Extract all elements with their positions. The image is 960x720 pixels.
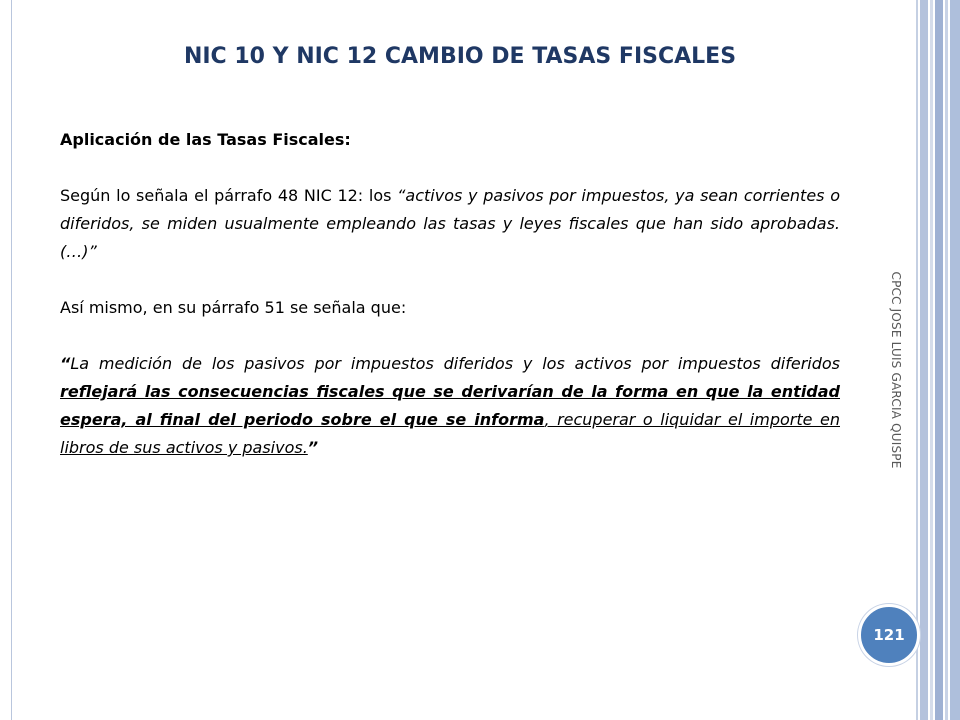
section-heading: Aplicación de las Tasas Fiscales: bbox=[60, 130, 351, 149]
paragraph-nic12-51-quote bbox=[60, 350, 840, 462]
close-quote: ” bbox=[307, 438, 319, 457]
page-number-badge: 121 bbox=[858, 604, 920, 666]
left-border-line bbox=[11, 0, 12, 720]
slide-title: NIC 10 Y NIC 12 CAMBIO DE TASAS FISCALES bbox=[183, 44, 737, 69]
right-decorative-band bbox=[950, 0, 960, 720]
author-vertical-caption: CPCC JOSE LUIS GARCIA QUISPE bbox=[889, 271, 903, 469]
quoted-text: “activos y pasivos por impuestos, ya sean corrientes o diferidos, se miden usualmente empleando las tasas y leyes fiscales que han sido aprobadas. (…)” bbox=[60, 186, 840, 261]
right-decorative-band bbox=[945, 0, 948, 720]
right-decorative-band bbox=[930, 0, 933, 720]
paragraph-nic12-51-intro: Así mismo, en su párrafo 51 se señala que: bbox=[60, 298, 407, 317]
slide-body bbox=[60, 126, 840, 462]
quote-lead-text: La medición de los pasivos por impuestos diferidos y los activos por impuestos diferidos bbox=[70, 354, 840, 373]
right-decorative-band bbox=[920, 0, 928, 720]
open-quote: “ bbox=[60, 354, 71, 373]
quote-tail-text: , recuperar o liquidar el importe en libros de sus activos y pasivos. bbox=[60, 410, 840, 457]
right-decorative-band bbox=[935, 0, 943, 720]
paragraph-nic12-48 bbox=[60, 182, 840, 266]
quote-emphasis-text: reflejará las consecuencias fiscales que se derivarían de la forma en que la entidad espera, al final del periodo sobre el que se informa bbox=[60, 382, 840, 429]
right-decorative-band bbox=[916, 0, 918, 720]
paragraph-intro-text: Según lo señala el párrafo 48 NIC 12: los bbox=[60, 186, 398, 205]
